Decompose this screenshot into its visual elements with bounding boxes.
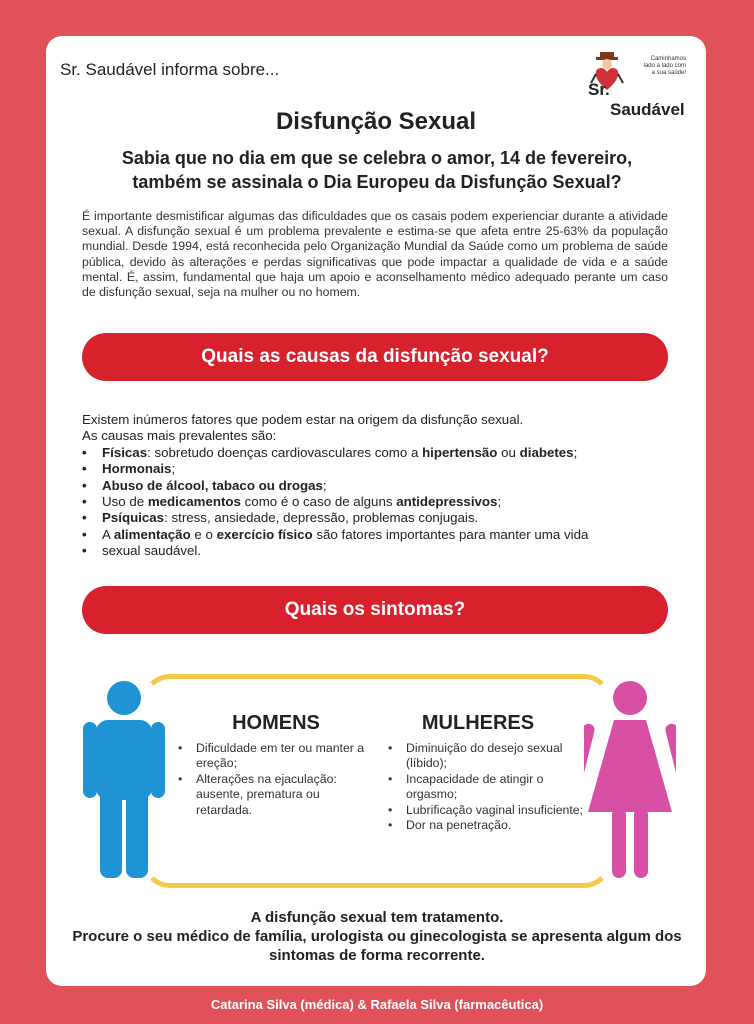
logo-word-a: Sr. — [588, 80, 610, 99]
logo-tagline: Caminhamos lado a lado com a sua saúde! — [643, 56, 686, 76]
list-item: • Físicas: sobretudo doenças cardiovasculares como a hipertensão ou diabetes; — [82, 445, 668, 461]
male-figure-icon — [82, 680, 166, 880]
list-item: • Psíquicas: stress, ansiedade, depressão, problemas conjugais. — [82, 510, 668, 526]
closing-message — [60, 908, 694, 965]
header-text: Sr. Saudável informa sobre... — [60, 60, 280, 79]
closing-line-2: Procure o seu médico de família, urologista ou ginecologista se apresenta algum dos sintomas de forma recorrente. — [72, 928, 682, 964]
list-item: • Dificuldade em ter ou manter a ereção; — [176, 741, 376, 772]
footer-authors: Catarina Silva (médica) & Rafaela Silva (farmacêutica) — [210, 997, 544, 1012]
causes-heading: Quais as causas da disfunção sexual? — [82, 333, 668, 381]
causes-list — [82, 445, 668, 560]
women-title: MULHERES — [421, 712, 535, 734]
logo-word-b: Saudável — [610, 100, 685, 119]
causes-intro-2: As causas mais prevalentes são: — [82, 428, 277, 444]
list-item: • Lubrificação vaginal insuficiente; — [386, 803, 586, 818]
list-item: • Abuso de álcool, tabaco ou drogas; — [82, 478, 668, 494]
page-title: Disfunção Sexual — [275, 108, 477, 135]
causes-intro-1: Existem inúmeros fatores que podem estar na origem da disfunção sexual. — [82, 412, 524, 427]
intro-paragraph: É importante desmistificar algumas das dificuldades que os casais podem experienciar durante a atividade sexual. A disfunção sexual é um problema prevalente e estima-se que afeta entre 25-63% da população mundial. Desde 1994, está reconhecida pelo Organização Mundial da Saúde como um problema de saúde pública, devido às alterações e perdas significativas que pode impactar a qualidade de vida e a saúde mental. É, assim, fundamental que haja um apoio e aconselhamento médico adequado perante um caso de disfunção sexual, seja na mulher ou no homem. — [82, 209, 668, 300]
women-symptoms — [386, 741, 586, 833]
list-item: • Hormonais; — [82, 461, 668, 477]
closing-line-1: A disfunção sexual tem tratamento. — [250, 909, 504, 926]
list-item: • Alterações na ejaculação: ausente, prematura ou retardada. — [176, 772, 376, 818]
men-symptoms — [176, 741, 376, 818]
list-item: • sexual saudável. — [82, 543, 668, 559]
list-item: • Uso de medicamentos como é o caso de alguns antidepressivos; — [82, 494, 668, 510]
causes-section — [82, 412, 668, 560]
sr-saudavel-logo — [588, 50, 688, 119]
men-title: HOMENS — [232, 712, 320, 734]
female-figure-icon — [584, 680, 676, 880]
list-item: • Diminuição do desejo sexual (líbido); — [386, 741, 586, 772]
list-item: • A alimentação e o exercício físico são fatores importantes para manter uma vida — [82, 527, 668, 543]
page-subtitle: Sabia que no dia em que se celebra o amor, 14 de fevereiro, também se assinala o Dia Europeu da Disfunção Sexual? — [121, 148, 633, 192]
list-item: • Incapacidade de atingir o orgasmo; — [386, 772, 586, 803]
list-item: • Dor na penetração. — [386, 818, 586, 833]
symptoms-heading: Quais os sintomas? — [82, 586, 668, 634]
